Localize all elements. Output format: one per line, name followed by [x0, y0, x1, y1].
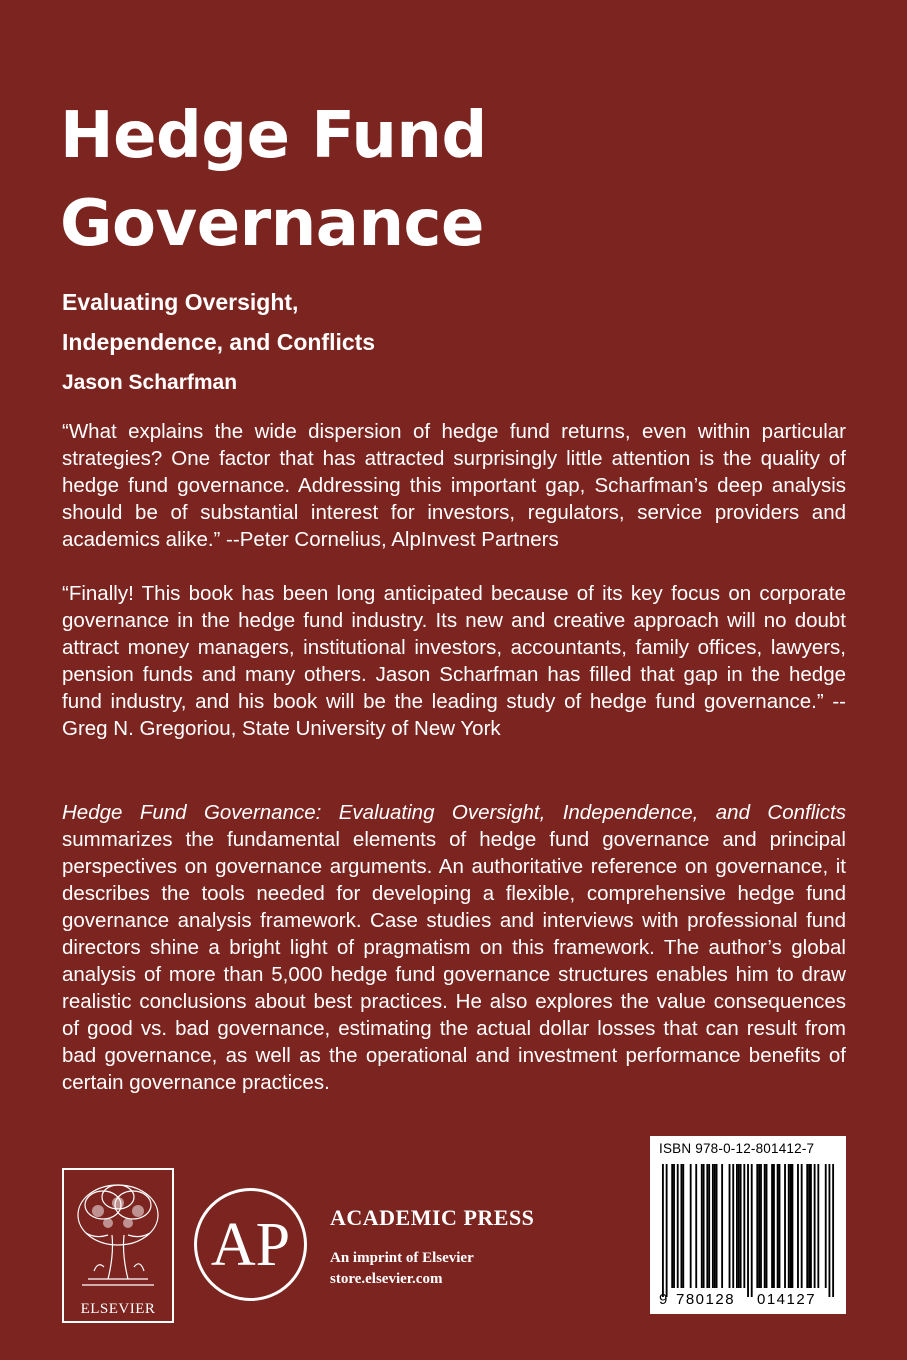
elsevier-tree-icon [68, 1175, 168, 1297]
isbn-label: ISBN 978-0-12-801412-7 [659, 1141, 815, 1156]
isbn-barcode [650, 1136, 846, 1314]
academic-press-ap-icon [193, 1187, 308, 1302]
isbn-left-digits: 780128 [676, 1291, 736, 1308]
book-subtitle [62, 282, 662, 362]
title-line-1: Hedge Fund [60, 99, 487, 173]
barcode-bars [650, 1164, 846, 1299]
description-book-title: Hedge Fund Governance: Evaluating Oversight, Independence, and Conflicts [62, 801, 846, 824]
isbn-right-digits: 014127 [757, 1291, 817, 1308]
elsevier-logo [62, 1168, 174, 1323]
elsevier-wordmark: ELSEVIER [80, 1301, 156, 1317]
endorsement-quote-1: “What explains the wide dispersion of hedge fund returns, even within particular strategies? One factor that has attracted surprisingly little attention is the quality of hedge fund governance. Addressing this important gap, Scharfman’s deep analysis should be of substantial interest for investors, regulators, service providers and academics alike.” --Peter Cornelius, AlpInvest Partners [62, 420, 846, 551]
isbn-first-digit: 9 [659, 1291, 668, 1308]
academic-press-wordmark: ACADEMIC PRESS [330, 1205, 535, 1230]
description-text: summarizes the fundamental elements of hedge fund governance and principal perspectives on governance arguments. An authoritative reference on governance, it describes the tools needed for developing a flexible, comprehensive hedge fund governance analysis framework. Case studies and interviews with professional fund directors shine a bright light of pragmatism on this framework. The author’s global analysis of more than 5,000 hedge fund governance structures enables him to draw realistic conclusions about best practices. He also explores the value consequences of good vs. bad governance, estimating the actual dollar losses that can result from bad governance, as well as the operational and investment performance benefits of certain governance practices. [62, 828, 846, 1094]
endorsement-quote-2: “Finally! This book has been long anticipated because of its key focus on corporate governance in the hedge fund industry. Its new and creative approach will no doubt attract money managers, institutional investors, accountants, family offices, lawyers, pension funds and many others. Jason Scharfman has filled that gap in the hedge fund industry, and his book will be the leading study of hedge fund governance.” --Greg N. Gregoriou, State University of New York [62, 582, 846, 740]
imprint-text: An imprint of Elsevier [330, 1250, 474, 1266]
author-name: Jason Scharfman [62, 371, 238, 394]
title-line-2: Governance [60, 187, 484, 261]
publisher-url: store.elsevier.com [330, 1271, 443, 1287]
subtitle-line-2: Independence, and Conflicts [62, 329, 376, 355]
book-title [60, 92, 760, 268]
ap-letters: AP [210, 1211, 291, 1279]
subtitle-line-1: Evaluating Oversight, [62, 289, 299, 315]
book-description [62, 799, 846, 1096]
